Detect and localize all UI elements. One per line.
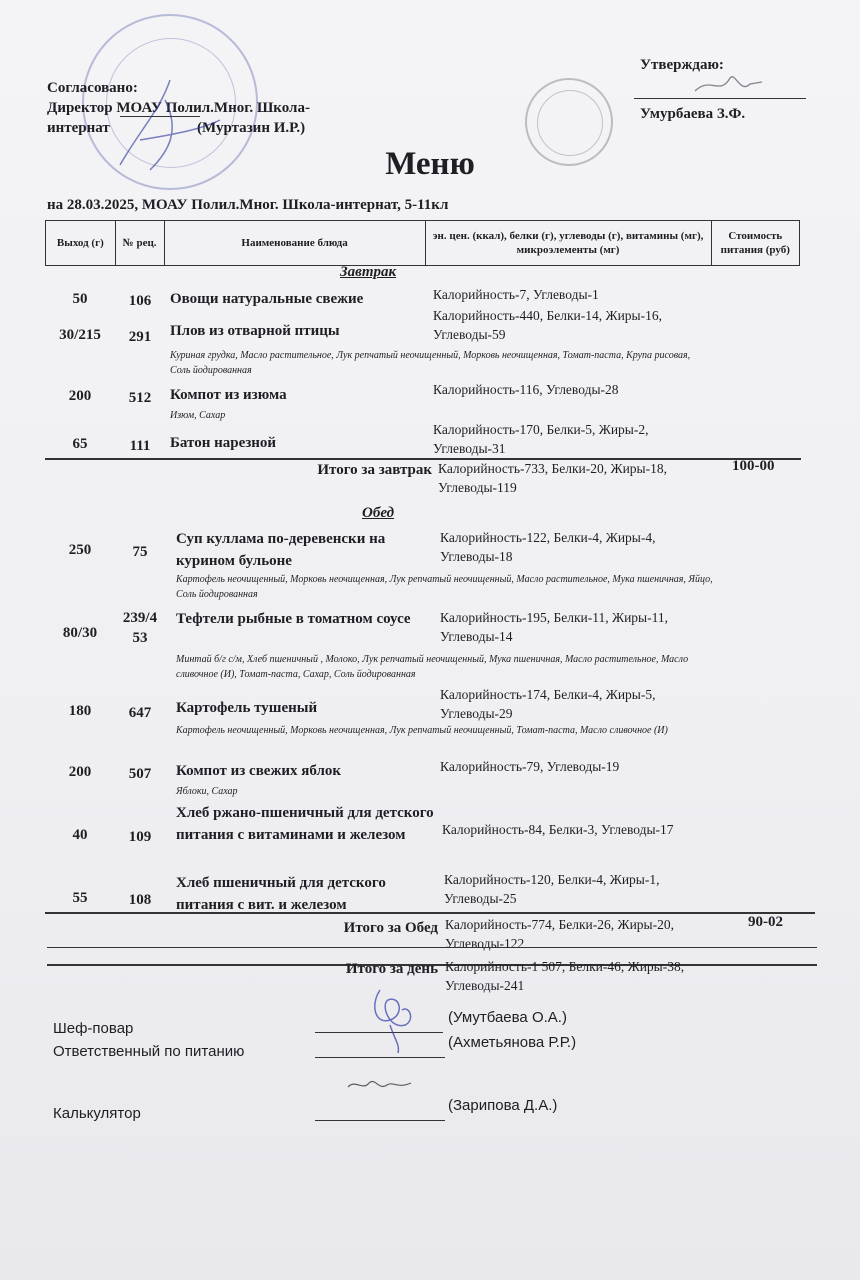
row-dish-name: Компот из свежих яблок	[176, 763, 342, 779]
row-nutrition: Калорийность-170, Белки-5, Жиры-2, Углеводы-31	[433, 422, 649, 456]
row-dish-name: Хлеб ржано-пшеничный для детского питания с витаминами и железом	[176, 805, 434, 843]
row-nutrition: Калорийность-7, Углеводы-1	[433, 287, 599, 302]
row-nutrition: Калорийность-79, Углеводы-19	[440, 759, 620, 774]
menu-table-header	[45, 220, 800, 266]
col-nutrition: эн. цен. (ккал), белки (г), углеводы (г), витамины (мг), микроэлементы (мг)	[425, 221, 711, 266]
row-dish-name: Плов из отварной птицы	[170, 323, 340, 339]
chef-label: Шеф-повар	[53, 1020, 134, 1037]
row-nutrition: Калорийность-116, Углеводы-28	[433, 382, 619, 397]
section-breakfast-title: Завтрак	[340, 264, 397, 280]
breakfast-total-label: Итого за завтрак	[317, 462, 432, 478]
section-lunch-title: Обед	[362, 505, 395, 521]
row-ingredients: Изюм, Сахар	[170, 410, 226, 421]
menu-subtitle: на 28.03.2025, МОАУ Полил.Мног. Школа-интернат, 5-11кл	[47, 197, 449, 213]
row-recipe: 108	[128, 892, 152, 908]
row-recipe: 75	[132, 544, 148, 560]
row-dish-name: Хлеб пшеничный для детского питания с вит. и железом	[176, 875, 386, 913]
row-dish-name: Компот из изюма	[170, 387, 287, 403]
row-recipe: 239/4 53	[122, 610, 158, 646]
row-dish-name: Батон нарезной	[170, 435, 277, 451]
approver-name: Умурбаева З.Ф.	[640, 106, 746, 122]
chef-name: (Умутбаева О.А.)	[448, 1009, 567, 1026]
agreed-label: Согласовано:	[47, 80, 138, 96]
row-nutrition: Калорийность-122, Белки-4, Жиры-4, Углеводы-18	[440, 530, 656, 564]
row-recipe: 647	[128, 705, 152, 721]
calculator-label: Калькулятор	[53, 1105, 141, 1122]
lunch-total-nutrition: Калорийность-774, Белки-26, Жиры-20, Углеводы-122	[445, 917, 674, 951]
row-recipe: 106	[128, 293, 152, 309]
row-dish-name: Овощи натуральные свежие	[170, 291, 364, 307]
row-output: 200	[68, 388, 92, 404]
row-divider	[47, 947, 817, 948]
lunch-total-label: Итого за Обед	[343, 920, 438, 936]
row-recipe: 291	[128, 329, 152, 345]
row-recipe: 109	[128, 829, 152, 845]
row-nutrition: Калорийность-120, Белки-4, Жиры-1, Углеводы-25	[444, 872, 660, 906]
row-output: 65	[72, 436, 88, 452]
row-output: 40	[72, 827, 88, 843]
row-nutrition: Калорийность-195, Белки-11, Жиры-11, Углеводы-14	[440, 610, 668, 644]
approved-label: Утверждаю:	[640, 57, 724, 73]
row-recipe: 507	[128, 766, 152, 782]
breakfast-total-nutrition: Калорийность-733, Белки-20, Жиры-18, Углеводы-119	[438, 461, 667, 495]
row-nutrition: Калорийность-440, Белки-14, Жиры-16, Углеводы-59	[433, 308, 662, 342]
row-ingredients: Картофель неочищенный, Морковь неочищенная, Лук репчатый неочищенный, Томат-паста, Масло сливочное (И)	[176, 725, 668, 736]
nutrition-officer-label: Ответственный по питанию	[53, 1043, 245, 1060]
row-output: 200	[68, 764, 92, 780]
day-total-nutrition: Калорийность-1 507, Белки-46, Жиры-38, Углеводы-241	[445, 959, 685, 993]
lunch-total-cost: 90-02	[748, 914, 783, 930]
breakfast-total-cost: 100-00	[732, 458, 775, 474]
row-recipe: 111	[129, 438, 151, 454]
page-title: Меню	[385, 146, 475, 182]
calculator-name: (Зарипова Д.А.)	[448, 1097, 558, 1114]
row-dish-name: Картофель тушеный	[176, 700, 318, 716]
director-title: Директор МОАУ Полил.Мног. Школа-	[47, 100, 310, 116]
col-dish: Наименование блюда	[164, 221, 425, 266]
row-nutrition: Калорийность-174, Белки-4, Жиры-5, Углеводы-29	[440, 687, 656, 721]
col-recipe: № рец.	[115, 221, 164, 266]
row-output: 180	[68, 703, 92, 719]
row-ingredients: Яблоки, Сахар	[176, 786, 238, 797]
row-output: 55	[72, 890, 88, 906]
row-ingredients: Куриная грудка, Масло растительное, Лук репчатый неочищенный, Морковь неочищенная, Томат-паста, Крупа рисовая, Соль йодированная	[170, 350, 691, 376]
row-output: 80/30	[62, 625, 98, 641]
nutrition-officer-name: (Ахметьянова Р.Р.)	[448, 1034, 577, 1051]
director-title-cont: интернат	[47, 120, 110, 136]
chef-signature	[360, 985, 430, 1055]
calculator-signature	[345, 1075, 415, 1097]
row-ingredients: Минтай б/г с/м, Хлеб пшеничный , Молоко, Лук репчатый неочищенный, Мука пшеничная, Масло растительное, Масло сливочное (И), Томат-паста, Сахар, Соль йодированная	[176, 654, 689, 680]
row-dish-name: Суп куллама по-деревенски на курином бульоне	[176, 531, 386, 569]
calculator-signature-line	[315, 1120, 445, 1121]
director-name: (Муртазин И.Р.)	[197, 120, 306, 136]
row-nutrition: Калорийность-84, Белки-3, Углеводы-17	[442, 822, 674, 837]
nutrition-officer-signature-line	[315, 1057, 445, 1058]
row-output: 250	[68, 542, 92, 558]
col-cost: Стоимость питания (руб)	[711, 221, 799, 266]
row-recipe: 512	[128, 390, 152, 406]
day-total-label: Итого за день	[345, 961, 438, 977]
row-divider	[45, 912, 815, 914]
row-output: 50	[72, 291, 88, 307]
approver-signature	[690, 66, 770, 100]
row-output: 30/215	[59, 327, 101, 343]
row-ingredients: Картофель неочищенный, Морковь неочищенная, Лук репчатый неочищенный, Масло растительное, Мука пшеничная, Яйцо, Соль йодированная	[176, 574, 713, 600]
row-dish-name: Тефтели рыбные в томатном соусе	[176, 611, 411, 627]
col-output: Выход (г)	[46, 221, 116, 266]
